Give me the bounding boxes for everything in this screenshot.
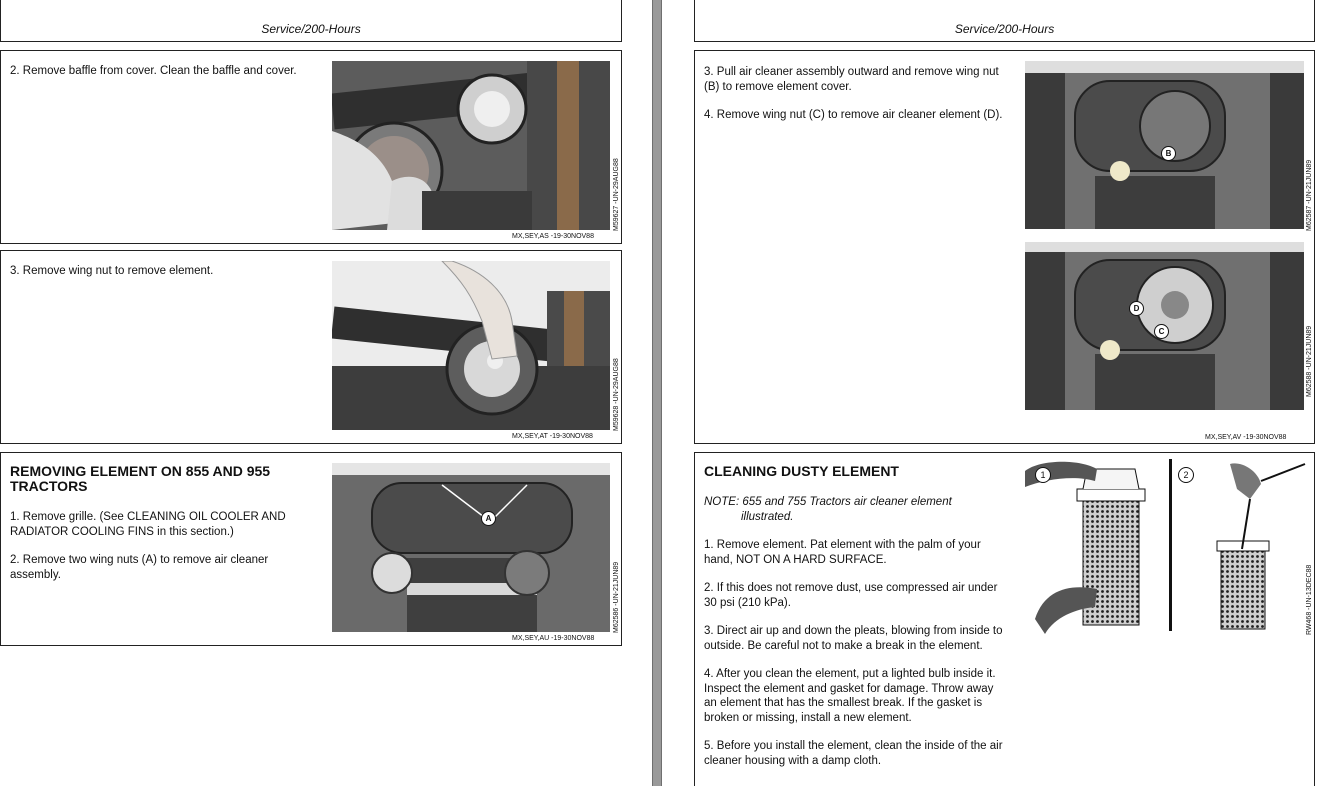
cleaning-illustration-code: RW468 -UN-13DEC88 xyxy=(1306,564,1313,635)
remove-baffle-photo-code: M59627 -UN-29AUG88 xyxy=(613,158,620,231)
cleaning-note xyxy=(704,495,1009,524)
remove-baffle-illustration xyxy=(332,61,610,230)
remove-wing-nut-text: 3. Remove wing nut to remove element. xyxy=(10,265,214,277)
callout-b: B xyxy=(1161,146,1176,161)
figure-2-badge: 2 xyxy=(1178,467,1194,483)
cleaning-step-5: 5. Before you install the element, clean the inside of the air cleaner housing with a damp cloth. xyxy=(704,740,1003,767)
callout-d: D xyxy=(1129,301,1144,316)
removing-element-photo xyxy=(332,463,610,632)
removing-element-step-1: 1. Remove grille. (See CLEANING OIL COOLER AND RADIATOR COOLING FINS in this section.) xyxy=(10,511,286,538)
right-page xyxy=(662,0,1322,786)
removing-element-text xyxy=(10,464,310,596)
cleaning-step-4: 4. After you clean the element, put a lighted bulb inside it. Inspect the element and gasket for damage. Throw away an element that has the smallest break. If the gasket is broken or missing, install a new element. xyxy=(704,668,996,724)
left-section-remove-wing-nut xyxy=(0,250,622,444)
cleaning-heading: CLEANING DUSTY ELEMENT xyxy=(704,463,899,479)
cleaning-text xyxy=(704,464,1009,782)
left-page-header xyxy=(0,0,622,42)
right-section-element-cover xyxy=(694,50,1315,444)
cleaning-note-line-2: illustrated. xyxy=(741,510,794,523)
remove-baffle-text: 2. Remove baffle from cover. Clean the baffle and cover. xyxy=(10,65,297,77)
removing-element-step-2: 2. Remove two wing nuts (A) to remove air cleaner assembly. xyxy=(10,554,269,581)
remove-baffle-caption: MX,SEY,AS -19-30NOV88 xyxy=(512,233,594,240)
element-cover-illustration-1 xyxy=(1025,61,1304,229)
callout-a: A xyxy=(481,511,496,526)
remove-wing-nut-caption: MX,SEY,AT -19-30NOV88 xyxy=(512,433,593,440)
removing-element-heading: REMOVING ELEMENT ON 855 AND 955 TRACTORS xyxy=(10,463,271,494)
remove-wing-nut-photo-code: M59628 -UN-29AUG88 xyxy=(613,358,620,431)
page-gutter xyxy=(652,0,662,786)
left-page xyxy=(0,0,652,786)
left-section-remove-baffle xyxy=(0,50,622,244)
cleaning-illustration xyxy=(1025,459,1310,639)
figure-1-badge: 1 xyxy=(1035,467,1051,483)
element-cover-caption: MX,SEY,AV -19-30NOV88 xyxy=(1205,434,1287,441)
element-cover-photo-1 xyxy=(1025,61,1304,229)
right-page-header xyxy=(694,0,1315,42)
element-cover-text xyxy=(704,65,1009,137)
callout-c: C xyxy=(1154,324,1169,339)
element-cover-step-3: 3. Pull air cleaner assembly outward and remove wing nut (B) to remove element cover. xyxy=(704,66,999,93)
cleaning-step-1: 1. Remove element. Pat element with the palm of your hand, NOT ON A HARD SURFACE. xyxy=(704,539,981,566)
removing-element-photo-code: M62586 -UN-21JUN89 xyxy=(613,561,620,633)
right-section-cleaning-dusty-element xyxy=(694,452,1315,786)
element-cover-photo-2-code: M62588 -UN-21JUN89 xyxy=(1306,325,1313,397)
cleaning-note-line-1: NOTE: 655 and 755 Tractors air cleaner element xyxy=(704,496,952,508)
left-section-removing-element xyxy=(0,452,622,646)
left-header-title: Service/200-Hours xyxy=(261,22,361,36)
removing-element-illustration xyxy=(332,463,610,632)
right-header-title: Service/200-Hours xyxy=(954,22,1055,36)
remove-wing-nut-illustration xyxy=(332,261,610,430)
remove-wing-nut-photo xyxy=(332,261,610,430)
element-cover-step-4: 4. Remove wing nut (C) to remove air cleaner element (D). xyxy=(704,109,1003,121)
removing-element-caption: MX,SEY,AU -19-30NOV88 xyxy=(512,635,595,642)
element-cover-photo-1-code: M62587 -UN-21JUN89 xyxy=(1306,159,1313,231)
remove-baffle-photo xyxy=(332,61,610,230)
cleaning-step-2: 2. If this does not remove dust, use compressed air under 30 psi (210 kPa). xyxy=(704,582,998,609)
cleaning-step-3: 3. Direct air up and down the pleats, blowing from inside to outside. Be careful not to make a break in the element. xyxy=(704,625,1003,652)
